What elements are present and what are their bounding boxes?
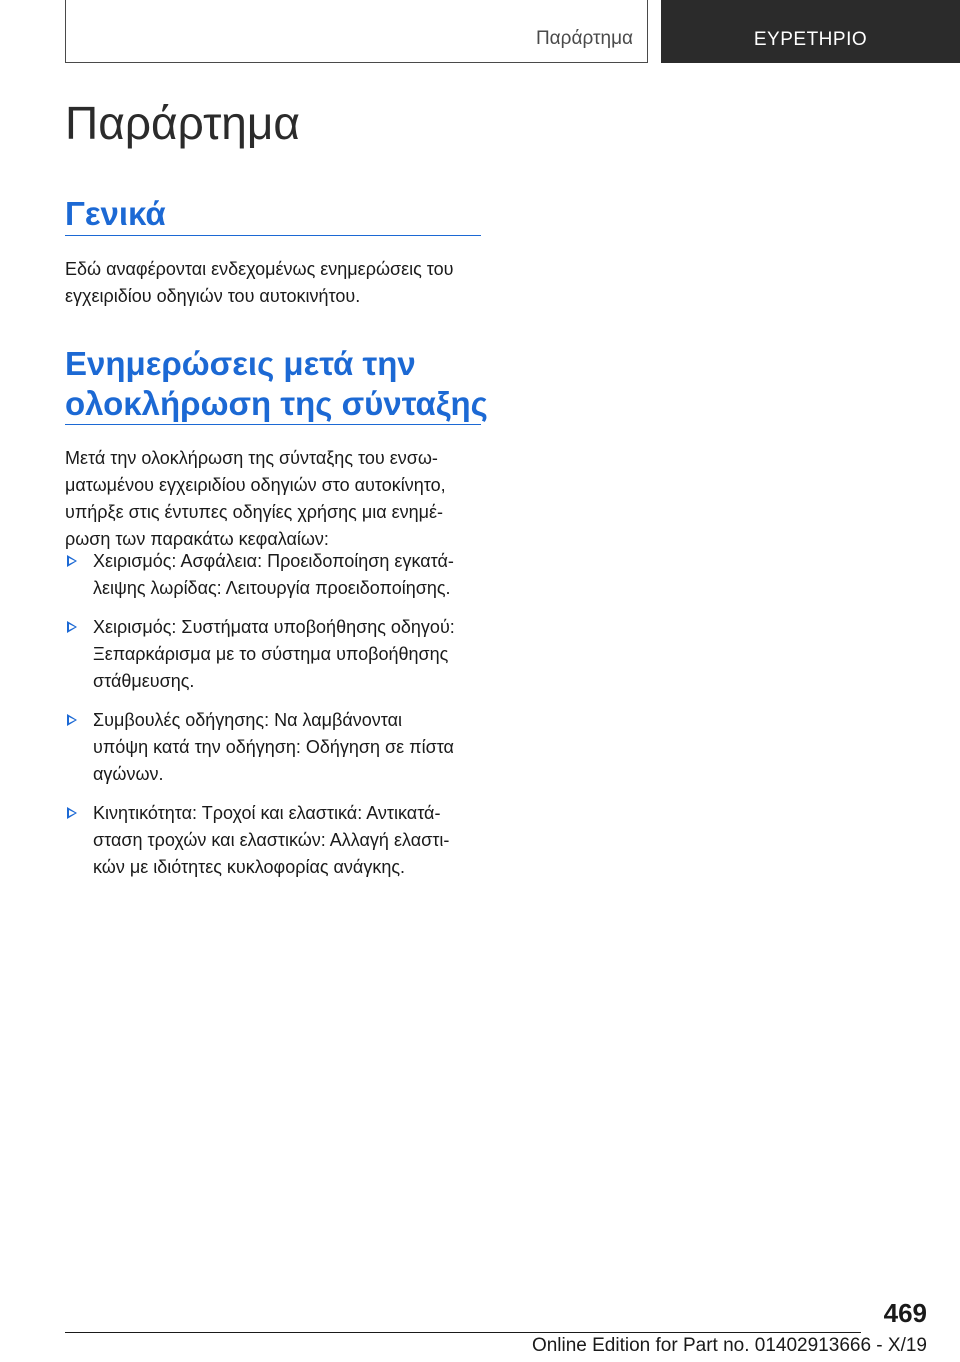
section-title-line: ολοκλήρωση της σύνταξης [65,385,488,422]
paragraph-line: ματωμένου εγχειριδίου οδηγιών στο αυτοκίνητο, [65,475,446,495]
section-divider-general [65,235,481,236]
list-item-line: Χειρισμός: Ασφάλεια: Προειδοποίηση εγκατά- [93,551,454,571]
section-title-line: Ενημερώσεις μετά την [65,345,416,382]
updated-chapters-list [65,548,485,893]
triangle-bullet-icon [67,555,77,567]
section-general-paragraph [65,256,485,310]
list-item[interactable] [65,707,485,788]
list-item-line: Συμβουλές οδήγησης: Να λαμβάνονται [93,710,403,730]
section-title-general: Γενικά [65,195,166,232]
paragraph-line: υπήρξε στις έντυπες οδηγίες χρήσης μια ενημέ- [65,502,444,522]
list-item[interactable] [65,800,485,881]
list-item[interactable] [65,614,485,695]
section-title-updates [65,344,488,424]
paragraph-line: Εδώ αναφέρονται ενδεχομένως ενημερώσεις του [65,259,454,279]
paragraph-line: Μετά την ολοκλήρωση της σύνταξης του ενσω- [65,448,438,468]
list-item-line: αγώνων. [93,764,164,784]
list-item-line: στάθμευσης. [93,671,195,691]
list-item-line: Κινητικότητα: Τροχοί και ελαστικά: Αντικατά- [93,803,441,823]
list-item-line: υπόψη κατά την οδήγηση: Οδήγηση σε πίστα [93,737,454,757]
triangle-bullet-icon [67,714,77,726]
list-item-line: σταση τροχών και ελαστικών: Αλλαγή ελαστι- [93,830,450,850]
list-item-line: Ξεπαρκάρισμα με το σύστημα υποβοήθησης [93,644,449,664]
footer-edition-text: Online Edition for Part no. 01402913666 - X/19 [531,1335,927,1356]
list-item[interactable] [65,548,485,602]
page-number: 469 [883,1298,927,1328]
list-item-line: κών με ιδιότητες κυκλοφορίας ανάγκης. [93,857,406,877]
triangle-bullet-icon [67,807,77,819]
paragraph-line: εγχειριδίου οδηγιών του αυτοκινήτου. [65,286,361,306]
header-tab-index-label: ΕΥΡΕΤΗΡΙΟ [753,29,868,50]
page-title: Παράρτημα [65,97,300,149]
footer-divider [65,1332,861,1333]
header-tab-appendix[interactable] [65,0,648,63]
section-updates-paragraph [65,445,485,553]
triangle-bullet-icon [67,621,77,633]
section-divider-updates [65,424,481,425]
header-tab-appendix-label: Παράρτημα [535,28,633,49]
paragraph-line: ρωση των παρακάτω κεφαλαίων: [65,529,329,549]
list-item-line: Χειρισμός: Συστήματα υποβοήθησης οδηγού: [93,617,455,637]
list-item-line: λειψης λωρίδας: Λειτουργία προειδοποίησης. [93,578,451,598]
header-tab-index[interactable] [661,0,960,63]
